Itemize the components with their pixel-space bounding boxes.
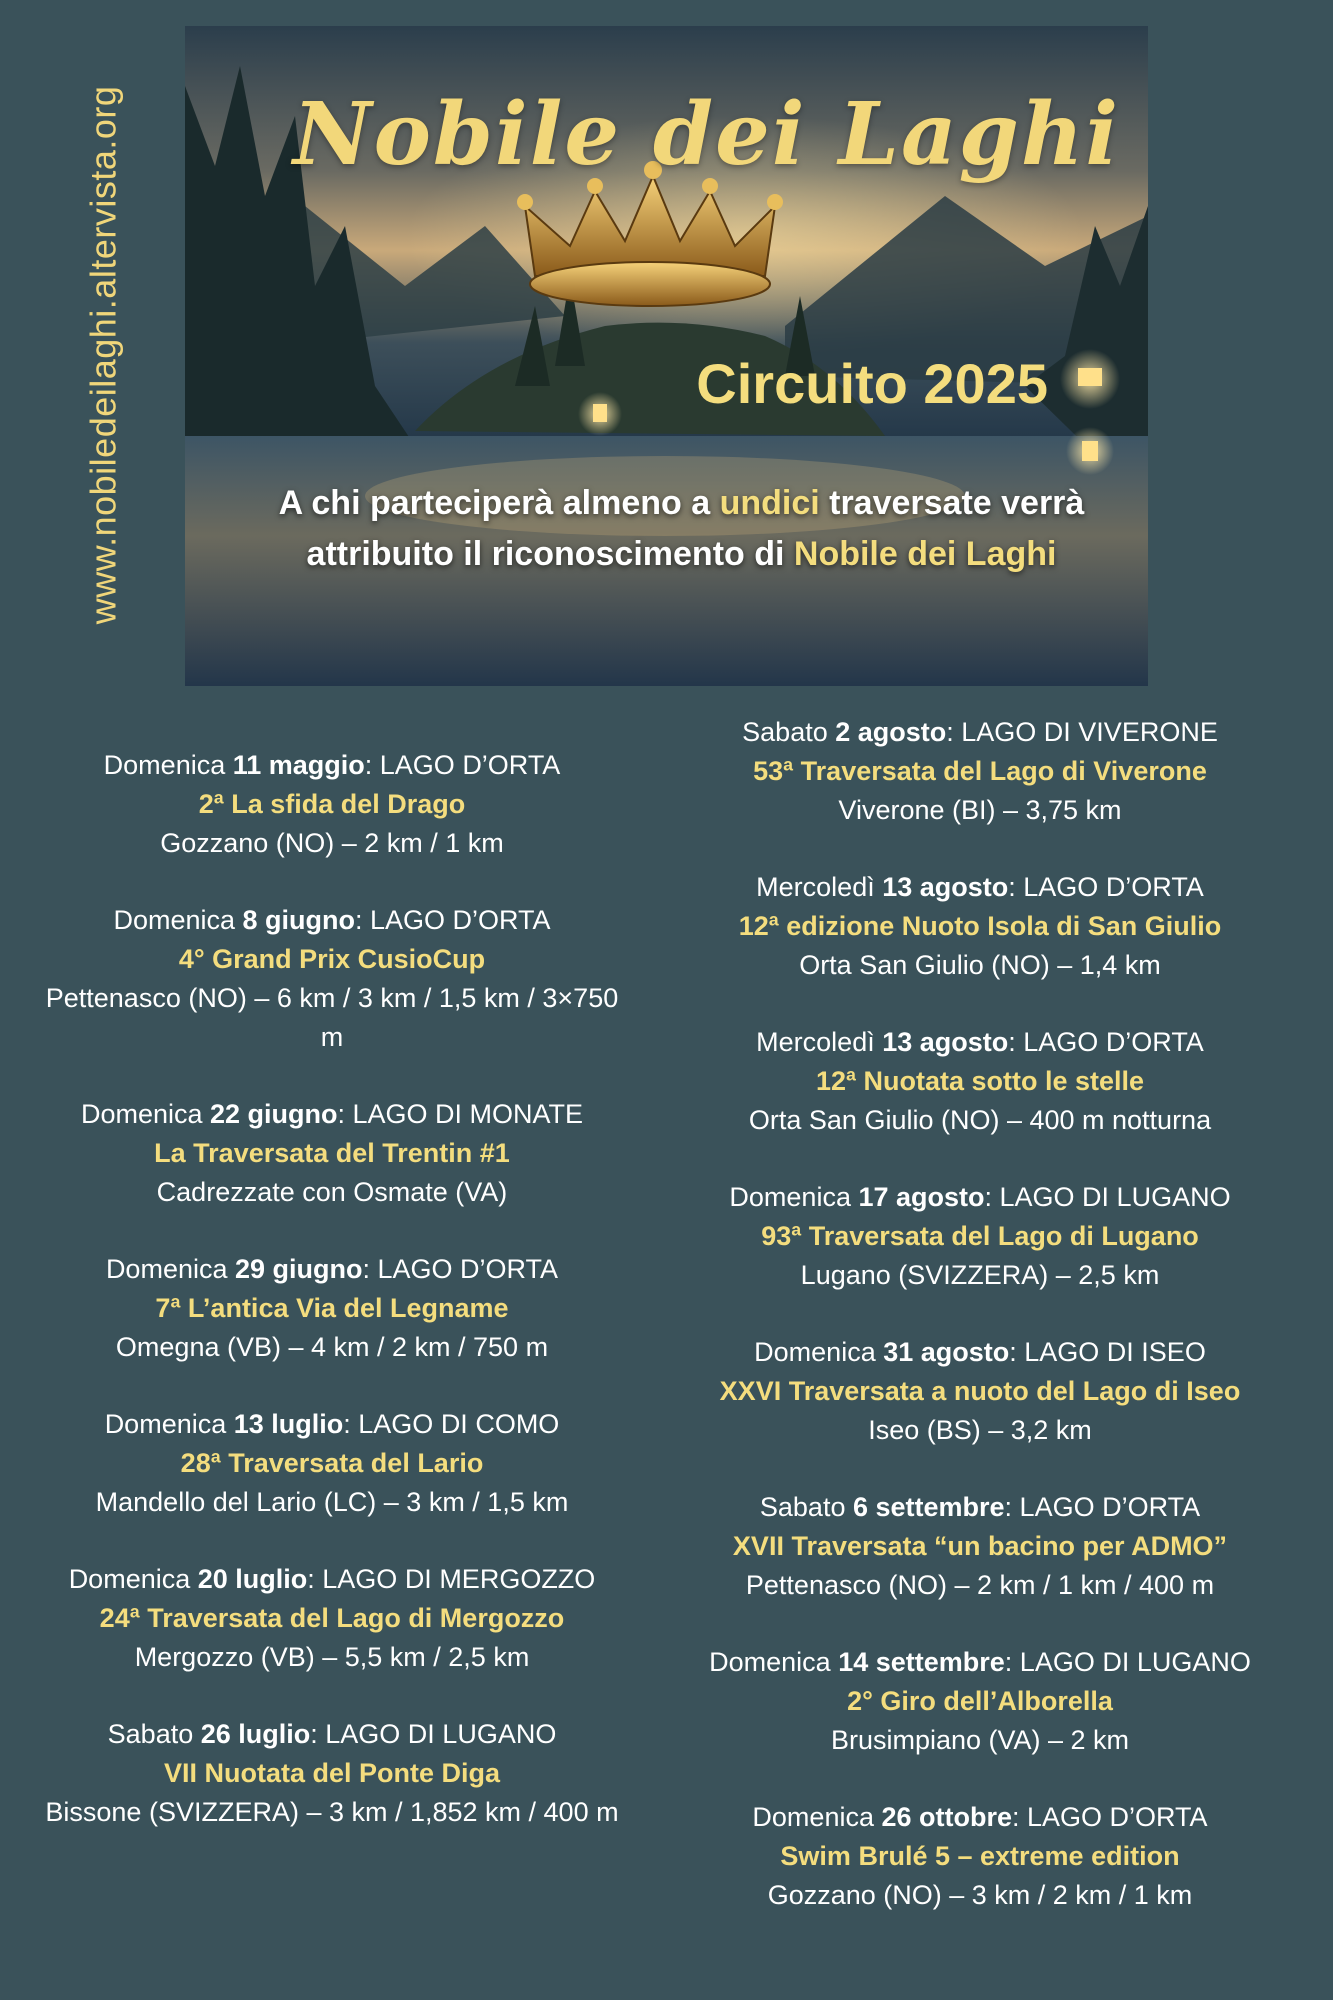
event-name: 93ª Traversata del Lago di Lugano (761, 1221, 1199, 1251)
event-date-line (680, 1488, 1280, 1527)
event-lake: : LAGO DI ISEO (1009, 1337, 1206, 1367)
event-day: Domenica (105, 1254, 235, 1284)
event-date-line (680, 1643, 1280, 1682)
event-name: XXVI Traversata a nuoto del Lago di Iseo (719, 1376, 1241, 1406)
event-item (32, 1405, 632, 1522)
event-lake: : LAGO DI LUGANO (984, 1182, 1231, 1212)
event-name: La Traversata del Trentin #1 (154, 1138, 510, 1168)
event-date: 31 agosto (883, 1337, 1010, 1367)
event-date-line (680, 713, 1280, 752)
event-name: 24ª Traversata del Lago di Mergozzo (99, 1603, 565, 1633)
event-date-line (32, 1715, 632, 1754)
hero-description (275, 478, 1088, 580)
event-name: 2ª La sfida del Drago (198, 789, 466, 819)
event-date: 22 giugno (210, 1099, 338, 1129)
event-lake: : LAGO DI MONATE (337, 1099, 584, 1129)
event-place: Pettenasco (NO) – 6 km / 3 km / 1,5 km / 3×750 m (45, 983, 619, 1052)
event-place: Pettenasco (NO) – 2 km / 1 km / 400 m (745, 1570, 1215, 1600)
event-date-line (32, 1095, 632, 1134)
event-item (32, 1095, 632, 1212)
event-item (680, 868, 1280, 985)
hero-text-highlight2: Nobile dei Laghi (793, 535, 1057, 573)
event-item (32, 1715, 632, 1832)
hero-banner (185, 26, 1148, 686)
event-date: 13 agosto (882, 1027, 1009, 1057)
event-date-line (680, 868, 1280, 907)
hero-text-part2: traversate verrà attribuito il riconoscimento di (306, 484, 1085, 573)
event-name: 2° Giro dell’Alborella (847, 1686, 1113, 1716)
event-place: Viverone (BI) – 3,75 km (838, 795, 1122, 825)
event-name: 7ª L’antica Via del Legname (155, 1293, 509, 1323)
event-place: Lugano (SVIZZERA) – 2,5 km (800, 1260, 1160, 1290)
website-url (58, 60, 148, 650)
event-place: Mandello del Lario (LC) – 3 km / 1,5 km (95, 1487, 569, 1517)
hero-text-highlight1: undici (719, 484, 820, 522)
event-date: 13 agosto (882, 872, 1009, 902)
event-place: Orta San Giulio (NO) – 400 m notturna (748, 1105, 1212, 1135)
event-item (32, 1560, 632, 1677)
event-name: XVII Traversata “un bacino per ADMO” (732, 1531, 1228, 1561)
event-day: Mercoledì (756, 872, 883, 902)
event-place: Gozzano (NO) – 3 km / 2 km / 1 km (767, 1880, 1193, 1910)
event-place: Bissone (SVIZZERA) – 3 km / 1,852 km / 400 m (45, 1797, 619, 1827)
event-date: 17 agosto (858, 1182, 985, 1212)
event-item (680, 1023, 1280, 1140)
event-day: Sabato (107, 1719, 201, 1749)
event-lake: : LAGO D’ORTA (1004, 1492, 1201, 1522)
event-place: Cadrezzate con Osmate (VA) (156, 1177, 508, 1207)
event-place: Iseo (BS) – 3,2 km (868, 1415, 1092, 1445)
event-date-line (32, 901, 632, 940)
event-date-line (32, 1405, 632, 1444)
event-day: Domenica (104, 1409, 234, 1439)
event-name: 28ª Traversata del Lario (180, 1448, 484, 1478)
event-day: Domenica (754, 1337, 884, 1367)
event-day: Domenica (729, 1182, 859, 1212)
event-date-line (680, 1333, 1280, 1372)
event-day: Sabato (742, 717, 836, 747)
event-day: Domenica (80, 1099, 211, 1129)
event-item (680, 1488, 1280, 1605)
events-column-right (680, 713, 1280, 1953)
event-name: 53ª Traversata del Lago di Viverone (753, 756, 1207, 786)
event-day: Domenica (68, 1564, 198, 1594)
event-lake: : LAGO D’ORTA (362, 1254, 559, 1284)
event-item (32, 1250, 632, 1367)
event-item (32, 901, 632, 1057)
event-day: Domenica (752, 1802, 882, 1832)
event-name: 12ª Nuotata sotto le stelle (815, 1066, 1145, 1096)
event-date: 8 giugno (242, 905, 355, 935)
event-lake: : LAGO DI MERGOZZO (307, 1564, 596, 1594)
event-item (680, 1178, 1280, 1295)
event-date: 2 agosto (835, 717, 947, 747)
hero-title: Nobile dei Laghi (292, 84, 1121, 185)
events-column-left (32, 746, 632, 1870)
event-date: 11 maggio (232, 750, 365, 780)
event-day: Domenica (709, 1647, 839, 1677)
event-date: 13 luglio (233, 1409, 344, 1439)
event-item (680, 1643, 1280, 1760)
event-place: Omegna (VB) – 4 km / 2 km / 750 m (115, 1332, 549, 1362)
event-date-line (680, 1798, 1280, 1837)
event-lake: : LAGO DI VIVERONE (946, 717, 1218, 747)
event-day: Domenica (103, 750, 233, 780)
event-date: 20 luglio (197, 1564, 308, 1594)
event-name: VII Nuotata del Ponte Diga (163, 1758, 501, 1788)
event-lake: : LAGO D’ORTA (364, 750, 561, 780)
event-date-line (32, 1250, 632, 1289)
event-date: 14 settembre (838, 1647, 1005, 1677)
event-date: 6 settembre (852, 1492, 1005, 1522)
event-day: Mercoledì (756, 1027, 883, 1057)
event-date-line (680, 1178, 1280, 1217)
event-lake: : LAGO D’ORTA (1008, 1027, 1204, 1057)
event-name: Swim Brulé 5 – extreme edition (780, 1841, 1180, 1871)
event-item (680, 1798, 1280, 1915)
event-date: 29 giugno (235, 1254, 363, 1284)
event-date-line (680, 1023, 1280, 1062)
event-lake: : LAGO DI LUGANO (310, 1719, 557, 1749)
event-place: Orta San Giulio (NO) – 1,4 km (799, 950, 1161, 980)
hero-subtitle: Circuito 2025 (696, 352, 1048, 415)
website-url-text: www.nobiledeilaghi.altervista.org (82, 85, 123, 625)
event-lake: : LAGO D’ORTA (1008, 872, 1204, 902)
event-place: Gozzano (NO) – 2 km / 1 km (160, 828, 504, 858)
event-day: Sabato (759, 1492, 853, 1522)
event-lake: : LAGO DI COMO (343, 1409, 560, 1439)
event-date: 26 ottobre (881, 1802, 1013, 1832)
event-lake: : LAGO D’ORTA (355, 905, 551, 935)
event-name: 12ª edizione Nuoto Isola di San Giulio (738, 911, 1222, 941)
event-name: 4° Grand Prix CusioCup (178, 944, 486, 974)
event-date-line (32, 1560, 632, 1599)
event-lake: : LAGO DI LUGANO (1004, 1647, 1251, 1677)
event-item (680, 713, 1280, 830)
event-item (32, 746, 632, 863)
event-place: Mergozzo (VB) – 5,5 km / 2,5 km (134, 1642, 530, 1672)
hero-text-part1: A chi parteciperà almeno a (278, 484, 720, 522)
event-date-line (32, 746, 632, 785)
event-day: Domenica (113, 905, 243, 935)
event-place: Brusimpiano (VA) – 2 km (830, 1725, 1130, 1755)
event-date: 26 luglio (200, 1719, 311, 1749)
event-lake: : LAGO D’ORTA (1012, 1802, 1208, 1832)
event-item (680, 1333, 1280, 1450)
